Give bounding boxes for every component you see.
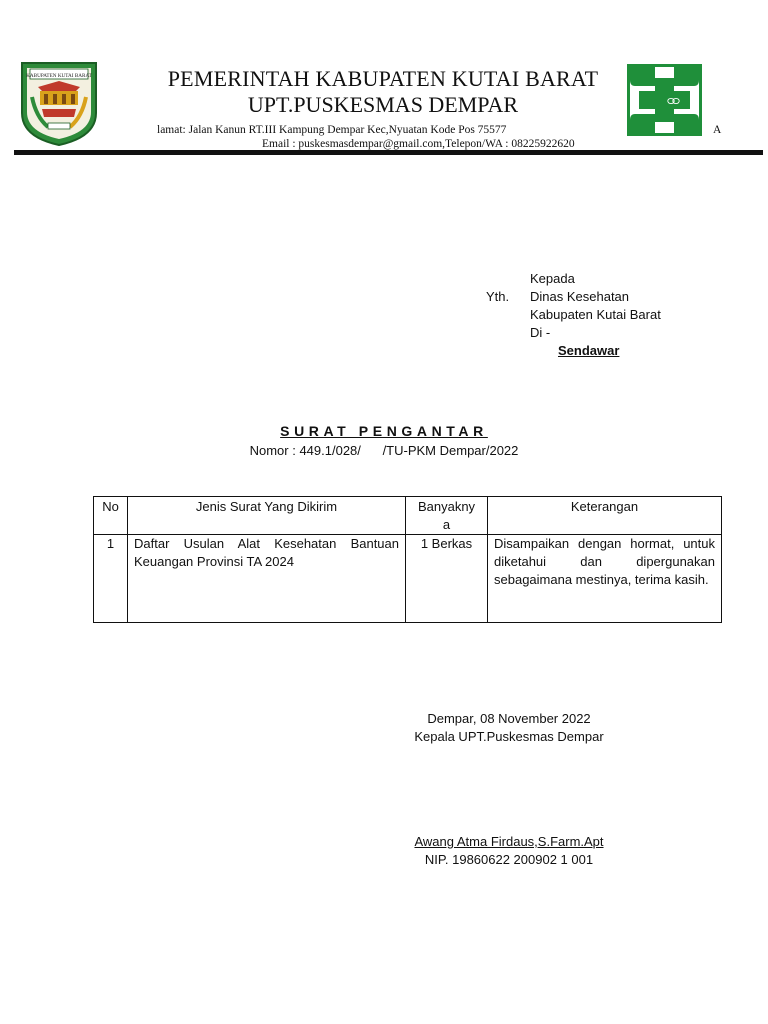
recipient-yth: Yth.: [486, 289, 510, 304]
header-keterangan: Keterangan: [488, 497, 722, 535]
table-row: [94, 535, 722, 623]
header-jenis: Jenis Surat Yang Dikirim: [128, 497, 406, 535]
letterhead-government: PEMERINTAH KABUPATEN KUTAI BARAT: [167, 66, 599, 91]
signature-nip: NIP. 19860622 200902 1 001: [424, 852, 594, 867]
recipient-line: Kabupaten Kutai Barat: [530, 307, 661, 322]
recipient-line: Di -: [530, 325, 551, 340]
recipient-city: Sendawar: [558, 343, 620, 358]
cell-keterangan: Disampaikan dengan hormat, untuk diketahui dan dipergunakan sebagaimana mestinya, terima kasih.: [488, 535, 722, 623]
crest-text: KABUPATEN KUTAI BARAT: [26, 73, 92, 79]
kabupaten-crest-icon: [18, 57, 100, 147]
letterhead-divider: [14, 150, 763, 155]
signature-position: Kepala UPT.Puskesmas Dempar: [414, 729, 604, 744]
signature-place-date: Dempar, 08 November 2022: [427, 711, 591, 726]
letter-title: SURAT PENGANTAR: [280, 423, 488, 439]
letterhead-address-tail: A: [713, 124, 722, 136]
cell-jenis: Daftar Usulan Alat Kesehatan Bantuan Keuangan Provinsi TA 2024: [128, 535, 406, 623]
letterhead-institution: UPT.PUSKESMAS DEMPAR: [247, 92, 519, 117]
puskesmas-logo-icon: [627, 64, 702, 136]
header-banyaknya-line1: Banyakny: [417, 499, 476, 514]
signature-name: Awang Atma Firdaus,S.Farm.Apt: [414, 834, 604, 849]
cell-banyaknya: 1 Berkas: [406, 535, 488, 623]
letterhead-contact: Email : puskesmasdempar@gmail.com,Telepon/WA : 08225922620: [262, 138, 575, 150]
document-table: [93, 496, 722, 623]
header-banyaknya: [406, 497, 488, 535]
header-no: No: [94, 497, 128, 535]
recipient-block: [530, 270, 661, 342]
letterhead-address: lamat: Jalan Kanun RT.III Kampung Dempar Kec,Nyuatan Kode Pos 75577: [157, 124, 507, 136]
table-header-row: [94, 497, 722, 535]
cell-no: 1: [94, 535, 128, 623]
letter-number: Nomor : 449.1/028/ /TU-PKM Dempar/2022: [249, 443, 519, 458]
header-banyaknya-line2: a: [442, 517, 451, 532]
recipient-line: Kepada: [530, 271, 575, 286]
recipient-line: Dinas Kesehatan: [530, 289, 630, 304]
